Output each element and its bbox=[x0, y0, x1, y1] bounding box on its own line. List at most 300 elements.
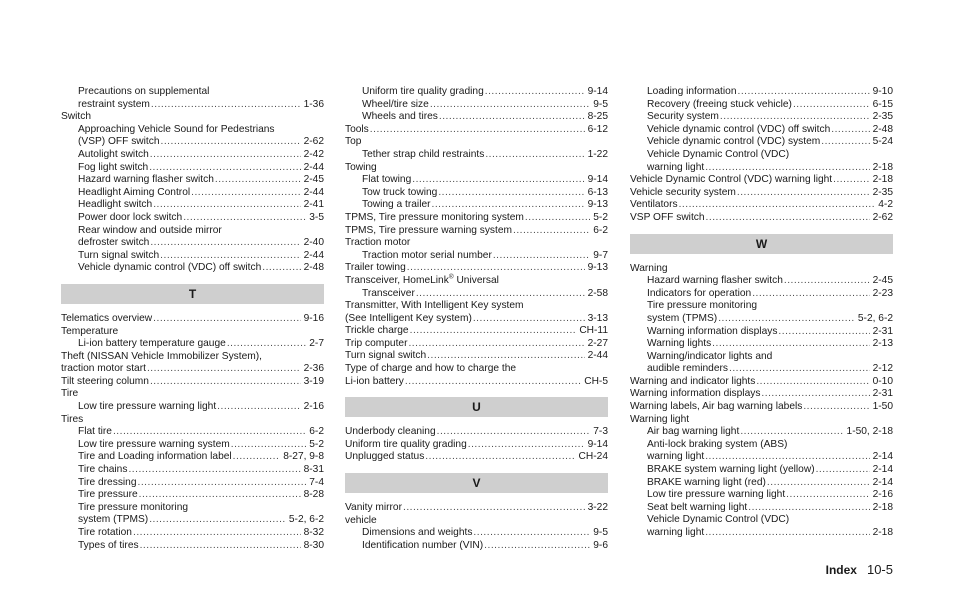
page-reference[interactable]: 2-14 bbox=[872, 451, 893, 463]
entry-text bbox=[345, 300, 524, 313]
entry-label: Vehicle dynamic control (VDC) off switch bbox=[78, 262, 262, 274]
page-reference[interactable]: 5-24 bbox=[872, 136, 893, 148]
index-entry bbox=[630, 388, 893, 401]
entry-label: (VSP) OFF switch bbox=[78, 136, 160, 148]
leader-dots bbox=[493, 250, 590, 263]
entry-label: Top bbox=[345, 136, 362, 148]
page-reference[interactable]: 4-2 bbox=[878, 199, 893, 211]
leader-dots bbox=[706, 212, 870, 225]
entry-label: Traction motor bbox=[345, 237, 411, 249]
page-reference[interactable]: 9-14 bbox=[587, 86, 608, 97]
entry-label: Temperature bbox=[61, 325, 119, 337]
page-reference[interactable]: 1-36 bbox=[303, 98, 324, 110]
index-entry bbox=[61, 388, 324, 401]
page-reference[interactable]: 2-16 bbox=[303, 401, 324, 413]
leader-dots bbox=[215, 174, 301, 187]
leader-dots bbox=[468, 439, 585, 452]
page-reference[interactable]: 9-13 bbox=[587, 262, 608, 274]
index-subentry bbox=[345, 99, 608, 112]
leader-dots bbox=[150, 237, 300, 250]
entry-text bbox=[345, 426, 436, 439]
entry-label: Wheel/tire size bbox=[362, 98, 429, 110]
leader-dots bbox=[217, 401, 300, 414]
entry-label: Anti-lock braking system (ABS) bbox=[647, 438, 788, 450]
entry-label: Switch bbox=[61, 111, 92, 123]
entry-label: VSP OFF switch bbox=[630, 211, 705, 223]
index-entry bbox=[61, 376, 324, 389]
page-reference[interactable]: 2-12 bbox=[872, 363, 893, 375]
entry-label: Unplugged status bbox=[345, 451, 425, 463]
index-column-2 bbox=[345, 86, 608, 552]
index-subentry bbox=[630, 426, 893, 439]
page-reference[interactable]: 2-44 bbox=[587, 350, 608, 362]
entry-text bbox=[362, 527, 472, 540]
entry-label: Tire rotation bbox=[78, 527, 132, 538]
entry-text bbox=[78, 426, 112, 439]
index-entry bbox=[630, 199, 893, 212]
leader-dots bbox=[150, 149, 301, 162]
entry-label: Tether strap child restraints bbox=[362, 148, 485, 160]
index-subentry bbox=[345, 199, 608, 212]
index-entry bbox=[61, 414, 324, 427]
page-reference[interactable]: 2-18 bbox=[872, 161, 893, 173]
entry-label: Telematics overview bbox=[61, 312, 153, 324]
leader-dots bbox=[149, 162, 300, 175]
entry-text bbox=[78, 187, 190, 200]
page-reference[interactable]: 5-2 bbox=[593, 211, 608, 223]
page-reference[interactable]: 1-50 bbox=[872, 401, 893, 413]
page-reference[interactable]: 5-2, 6-2 bbox=[288, 514, 324, 526]
index-subentry bbox=[61, 489, 324, 502]
leader-dots bbox=[718, 313, 855, 326]
leader-dots bbox=[153, 313, 300, 326]
index-subentry bbox=[61, 149, 324, 162]
page-reference[interactable]: 3-13 bbox=[587, 312, 608, 324]
leader-dots bbox=[113, 426, 306, 439]
page-reference[interactable]: 2-14 bbox=[872, 464, 893, 476]
entry-label: TPMS, Tire pressure warning system bbox=[345, 224, 513, 236]
index-entry bbox=[61, 326, 324, 339]
index-subentry bbox=[630, 439, 893, 452]
page-reference[interactable]: 5-2 bbox=[309, 438, 324, 450]
page-reference[interactable]: 2-23 bbox=[872, 287, 893, 299]
entry-label: Security system bbox=[647, 111, 719, 123]
page-reference[interactable]: 7-4 bbox=[309, 476, 324, 488]
index-subentry bbox=[345, 288, 608, 301]
index-entry bbox=[61, 111, 324, 124]
entry-label: Towing a trailer bbox=[362, 199, 431, 211]
entry-text bbox=[362, 250, 492, 263]
leader-dots bbox=[161, 136, 301, 149]
entry-text bbox=[345, 439, 467, 452]
entry-label: BRAKE system warning light (yellow) bbox=[647, 464, 815, 476]
entry-text bbox=[78, 124, 275, 137]
entry-text bbox=[630, 376, 755, 389]
entry-label: Tire and Loading information label bbox=[78, 451, 232, 463]
index-subentry bbox=[345, 149, 608, 162]
entry-label: Recovery (freeing stuck vehicle) bbox=[647, 98, 792, 110]
index-subentry bbox=[61, 187, 324, 200]
page-reference[interactable]: 3-19 bbox=[303, 375, 324, 387]
index-column-3 bbox=[630, 86, 893, 540]
index-entry bbox=[345, 363, 608, 376]
page-reference[interactable]: 2-48 bbox=[872, 123, 893, 135]
entry-text bbox=[647, 351, 772, 364]
index-entry bbox=[345, 300, 608, 313]
entry-label: Vehicle security system bbox=[630, 186, 736, 198]
page-reference[interactable]: 1-50, 2-18 bbox=[846, 426, 893, 438]
entry-text bbox=[647, 477, 766, 490]
leader-dots bbox=[425, 451, 575, 464]
page-reference[interactable]: 2-48 bbox=[303, 262, 324, 274]
entry-text bbox=[362, 288, 415, 301]
entry-text bbox=[647, 451, 704, 464]
page-reference[interactable]: 7-3 bbox=[593, 426, 608, 438]
entry-text bbox=[78, 477, 137, 490]
page-reference[interactable]: 2-18 bbox=[872, 527, 893, 538]
entry-label: Tire bbox=[61, 388, 79, 400]
page-reference[interactable]: 9-16 bbox=[303, 312, 324, 324]
entry-label: Tire pressure bbox=[78, 489, 138, 501]
index-subentry bbox=[61, 212, 324, 225]
leader-dots bbox=[705, 527, 869, 540]
index-subentry bbox=[630, 527, 893, 540]
page-reference[interactable]: 2-62 bbox=[872, 211, 893, 223]
leader-dots bbox=[191, 187, 300, 200]
page-reference[interactable]: 1-22 bbox=[587, 148, 608, 160]
page-reference[interactable]: 8-32 bbox=[303, 527, 324, 538]
leader-dots bbox=[407, 262, 585, 275]
entry-label: Headlight Aiming Control bbox=[78, 186, 191, 198]
page-reference[interactable]: 2-18 bbox=[872, 501, 893, 513]
entry-text bbox=[647, 514, 789, 527]
entry-label: Li-ion battery temperature gauge bbox=[78, 338, 226, 350]
leader-dots bbox=[370, 124, 585, 137]
entry-text bbox=[78, 451, 232, 464]
page-footer bbox=[826, 562, 893, 577]
entry-label: Autolight switch bbox=[78, 148, 149, 160]
entry-label: Identification number (VIN) bbox=[362, 539, 484, 551]
entry-text bbox=[647, 124, 830, 137]
entry-label-continued: Universal bbox=[453, 274, 499, 286]
entry-text bbox=[345, 313, 472, 326]
leader-dots bbox=[705, 162, 869, 175]
page-reference[interactable]: 3-5 bbox=[309, 211, 324, 223]
index-subentry bbox=[630, 288, 893, 301]
entry-text bbox=[647, 275, 783, 288]
index-subentry bbox=[345, 111, 608, 124]
index-subentry bbox=[630, 477, 893, 490]
entry-text bbox=[362, 174, 411, 187]
leader-dots bbox=[432, 199, 585, 212]
index-subentry bbox=[630, 351, 893, 364]
entry-text bbox=[647, 288, 751, 301]
leader-dots bbox=[729, 363, 870, 376]
entry-text bbox=[647, 439, 787, 452]
index-entry bbox=[630, 263, 893, 276]
page-reference[interactable]: 9-6 bbox=[593, 539, 608, 551]
index-subentry bbox=[61, 174, 324, 187]
page-reference[interactable]: 8-27, 9-8 bbox=[283, 451, 324, 463]
page-reference[interactable]: 9-14 bbox=[587, 438, 608, 450]
index-subentry bbox=[61, 338, 324, 351]
entry-label: Transceiver, HomeLink bbox=[345, 274, 449, 286]
index-column-1 bbox=[61, 86, 324, 552]
page-reference[interactable]: 2-40 bbox=[303, 237, 324, 249]
entry-text bbox=[647, 338, 711, 351]
index-subentry bbox=[61, 250, 324, 263]
index-entry bbox=[345, 313, 608, 326]
index-subentry bbox=[630, 300, 893, 313]
page-reference[interactable]: 2-16 bbox=[872, 489, 893, 501]
page-reference[interactable]: 8-31 bbox=[303, 464, 324, 476]
entry-text bbox=[362, 86, 484, 99]
entry-label: Uniform tire quality grading bbox=[345, 438, 467, 450]
entry-label: Warning labels, Air bag warning labels bbox=[630, 401, 803, 413]
leader-dots bbox=[803, 401, 869, 414]
index-subentry bbox=[61, 477, 324, 490]
leader-dots bbox=[227, 338, 306, 351]
entry-label: Vehicle dynamic control (VDC) system bbox=[647, 136, 821, 148]
entry-label: Hazard warning flasher switch bbox=[78, 174, 214, 186]
index-subentry bbox=[345, 250, 608, 263]
entry-text bbox=[78, 174, 214, 187]
entry-text bbox=[345, 262, 406, 275]
index-subentry bbox=[61, 225, 324, 238]
section-heading-w: W bbox=[630, 234, 893, 254]
page-reference[interactable]: 2-35 bbox=[872, 111, 893, 123]
entry-label: Tools bbox=[345, 123, 369, 135]
page-reference[interactable]: 0-10 bbox=[872, 375, 893, 387]
entry-label: Tow truck towing bbox=[362, 186, 438, 198]
entry-label: Tires bbox=[61, 413, 84, 425]
entry-label: system (TPMS) bbox=[78, 514, 149, 526]
entry-text bbox=[362, 149, 484, 162]
page-reference[interactable]: 2-31 bbox=[872, 325, 893, 337]
entry-text bbox=[78, 489, 138, 502]
page-reference[interactable]: 9-7 bbox=[593, 249, 608, 261]
leader-dots bbox=[473, 313, 585, 326]
entry-text bbox=[362, 111, 438, 124]
entry-text bbox=[345, 162, 377, 175]
page-reference[interactable]: 2-45 bbox=[303, 174, 324, 186]
page-reference[interactable]: 9-10 bbox=[872, 86, 893, 97]
page-reference[interactable]: 2-45 bbox=[872, 275, 893, 287]
page-reference[interactable]: 2-36 bbox=[303, 363, 324, 375]
entry-label: Flat tire bbox=[78, 426, 112, 438]
page-reference[interactable]: 2-44 bbox=[303, 186, 324, 198]
entry-label: warning light bbox=[647, 527, 705, 538]
page-reference[interactable]: 6-12 bbox=[587, 123, 608, 135]
index-subentry bbox=[630, 275, 893, 288]
page-reference[interactable]: 9-5 bbox=[593, 527, 608, 539]
entry-label: Low tire pressure warning light bbox=[78, 401, 217, 413]
entry-text bbox=[647, 313, 717, 326]
entry-text bbox=[647, 300, 757, 313]
leader-dots bbox=[149, 514, 286, 527]
index-entry bbox=[345, 136, 608, 149]
page-reference[interactable]: 9-5 bbox=[593, 98, 608, 110]
entry-label: Towing bbox=[345, 161, 377, 173]
page-reference[interactable]: 8-30 bbox=[303, 539, 324, 551]
leader-dots bbox=[138, 477, 307, 490]
entry-label: Trailer towing bbox=[345, 262, 406, 274]
index-entry bbox=[345, 212, 608, 225]
leader-dots bbox=[412, 174, 584, 187]
entry-label: Fog light switch bbox=[78, 161, 149, 173]
entry-text bbox=[630, 388, 760, 401]
page-reference[interactable]: 2-18 bbox=[872, 174, 893, 186]
entry-label: Warning bbox=[630, 262, 668, 274]
leader-dots bbox=[737, 86, 869, 99]
entry-label: Li-ion battery bbox=[345, 375, 404, 387]
leader-dots bbox=[485, 86, 585, 99]
page-reference[interactable]: 9-14 bbox=[587, 174, 608, 186]
entry-text bbox=[78, 250, 159, 263]
entry-text bbox=[647, 464, 815, 477]
entry-label: BRAKE warning light (red) bbox=[647, 476, 766, 488]
entry-label: Tire chains bbox=[78, 464, 128, 476]
index-subentry bbox=[61, 527, 324, 540]
entry-label: Precautions on supplemental bbox=[78, 86, 210, 97]
entry-label: traction motor start bbox=[61, 363, 146, 375]
index-entry bbox=[345, 338, 608, 351]
entry-label: warning light bbox=[647, 451, 705, 463]
page-reference[interactable]: 2-14 bbox=[872, 476, 893, 488]
entry-text bbox=[362, 187, 437, 200]
entry-label: warning light bbox=[647, 161, 705, 173]
entry-label: Indicators for operation bbox=[647, 287, 752, 299]
entry-text bbox=[345, 451, 424, 464]
index-subentry bbox=[630, 514, 893, 527]
page-reference[interactable]: 6-15 bbox=[872, 98, 893, 110]
index-subentry bbox=[61, 237, 324, 250]
index-subentry bbox=[630, 489, 893, 502]
entry-label: Tire pressure monitoring bbox=[78, 501, 189, 513]
page-reference[interactable]: 2-58 bbox=[587, 287, 608, 299]
page-reference[interactable]: 2-27 bbox=[587, 337, 608, 349]
page-reference[interactable]: 3-22 bbox=[587, 502, 608, 514]
entry-text bbox=[345, 376, 404, 389]
page-reference[interactable]: 2-31 bbox=[872, 388, 893, 400]
index-entry bbox=[345, 502, 608, 515]
index-entry bbox=[345, 515, 608, 528]
entry-label: Power door lock switch bbox=[78, 211, 183, 223]
leader-dots bbox=[405, 376, 581, 389]
page-reference[interactable]: 2-35 bbox=[872, 186, 893, 198]
entry-text bbox=[78, 439, 230, 452]
entry-text bbox=[647, 149, 789, 162]
entry-label: defroster switch bbox=[78, 237, 150, 249]
index-subentry bbox=[61, 136, 324, 149]
entry-label: Turn signal switch bbox=[345, 350, 427, 362]
entry-text bbox=[61, 388, 78, 401]
index-subentry bbox=[61, 514, 324, 527]
page-reference[interactable]: CH-5 bbox=[584, 375, 608, 387]
entry-text bbox=[647, 99, 792, 112]
entry-label: audible reminders bbox=[647, 363, 728, 375]
leader-dots bbox=[778, 326, 869, 339]
entry-text bbox=[647, 489, 785, 502]
index-subentry bbox=[61, 426, 324, 439]
page-reference[interactable]: 5-2, 6-2 bbox=[857, 312, 893, 324]
entry-label: (See Intelligent Key system) bbox=[345, 312, 472, 324]
entry-text bbox=[647, 136, 820, 149]
entry-text bbox=[345, 212, 524, 225]
entry-label: Vanity mirror bbox=[345, 502, 402, 514]
leader-dots bbox=[784, 275, 870, 288]
entry-label: restraint system bbox=[78, 98, 150, 110]
page-reference[interactable]: 6-13 bbox=[587, 186, 608, 198]
leader-dots bbox=[262, 262, 300, 275]
leader-dots bbox=[183, 212, 306, 225]
page-reference[interactable]: 8-28 bbox=[303, 489, 324, 501]
leader-dots bbox=[740, 426, 843, 439]
leader-dots bbox=[128, 464, 300, 477]
entry-text bbox=[647, 363, 728, 376]
index-entry bbox=[345, 426, 608, 439]
entry-label: Dimensions and weights bbox=[362, 527, 473, 539]
index-subentry bbox=[61, 262, 324, 275]
leader-dots bbox=[705, 451, 869, 464]
leader-dots bbox=[160, 250, 300, 263]
entry-text bbox=[630, 401, 802, 414]
page-reference[interactable]: 2-13 bbox=[872, 338, 893, 350]
entry-text bbox=[61, 111, 91, 124]
index-entry bbox=[61, 363, 324, 376]
page-reference[interactable]: 8-25 bbox=[587, 111, 608, 123]
page-reference[interactable]: CH-24 bbox=[578, 451, 608, 463]
index-entry bbox=[345, 325, 608, 338]
index-subentry bbox=[345, 527, 608, 540]
index-entry bbox=[630, 212, 893, 225]
page-reference[interactable]: 2-44 bbox=[303, 249, 324, 261]
entry-label: Warning lights bbox=[647, 338, 712, 350]
entry-label: Warning/indicator lights and bbox=[647, 350, 773, 362]
entry-text bbox=[61, 313, 152, 326]
page-reference[interactable]: 2-41 bbox=[303, 199, 324, 211]
leader-dots bbox=[513, 225, 590, 238]
leader-dots bbox=[231, 439, 307, 452]
entry-label: Vehicle dynamic control (VDC) off switch bbox=[647, 123, 831, 135]
page-reference[interactable]: 2-44 bbox=[303, 161, 324, 173]
index-subentry bbox=[61, 199, 324, 212]
page-reference[interactable]: CH-11 bbox=[579, 325, 608, 337]
page-reference[interactable]: 2-7 bbox=[309, 338, 324, 350]
entry-text bbox=[78, 136, 160, 149]
entry-label: Low tire pressure warning system bbox=[78, 438, 230, 450]
page-reference[interactable]: 2-62 bbox=[303, 136, 324, 148]
entry-label: Trip computer bbox=[345, 337, 408, 349]
entry-text bbox=[345, 338, 407, 351]
page-reference[interactable]: 6-2 bbox=[309, 426, 324, 438]
entry-text bbox=[647, 502, 747, 515]
entry-label: TPMS, Tire pressure monitoring system bbox=[345, 211, 524, 223]
leader-dots bbox=[831, 124, 869, 137]
index-subentry bbox=[630, 111, 893, 124]
page-reference[interactable]: 9-13 bbox=[587, 199, 608, 211]
index-entry bbox=[345, 162, 608, 175]
page-reference[interactable]: 6-2 bbox=[593, 224, 608, 236]
leader-dots bbox=[437, 426, 591, 439]
leader-dots bbox=[720, 111, 870, 124]
entry-text bbox=[78, 149, 149, 162]
page-reference[interactable]: 2-42 bbox=[303, 148, 324, 160]
entry-label: Types of tires bbox=[78, 539, 139, 551]
leader-dots bbox=[403, 502, 585, 515]
leader-dots bbox=[430, 99, 590, 112]
entry-text bbox=[345, 325, 409, 338]
